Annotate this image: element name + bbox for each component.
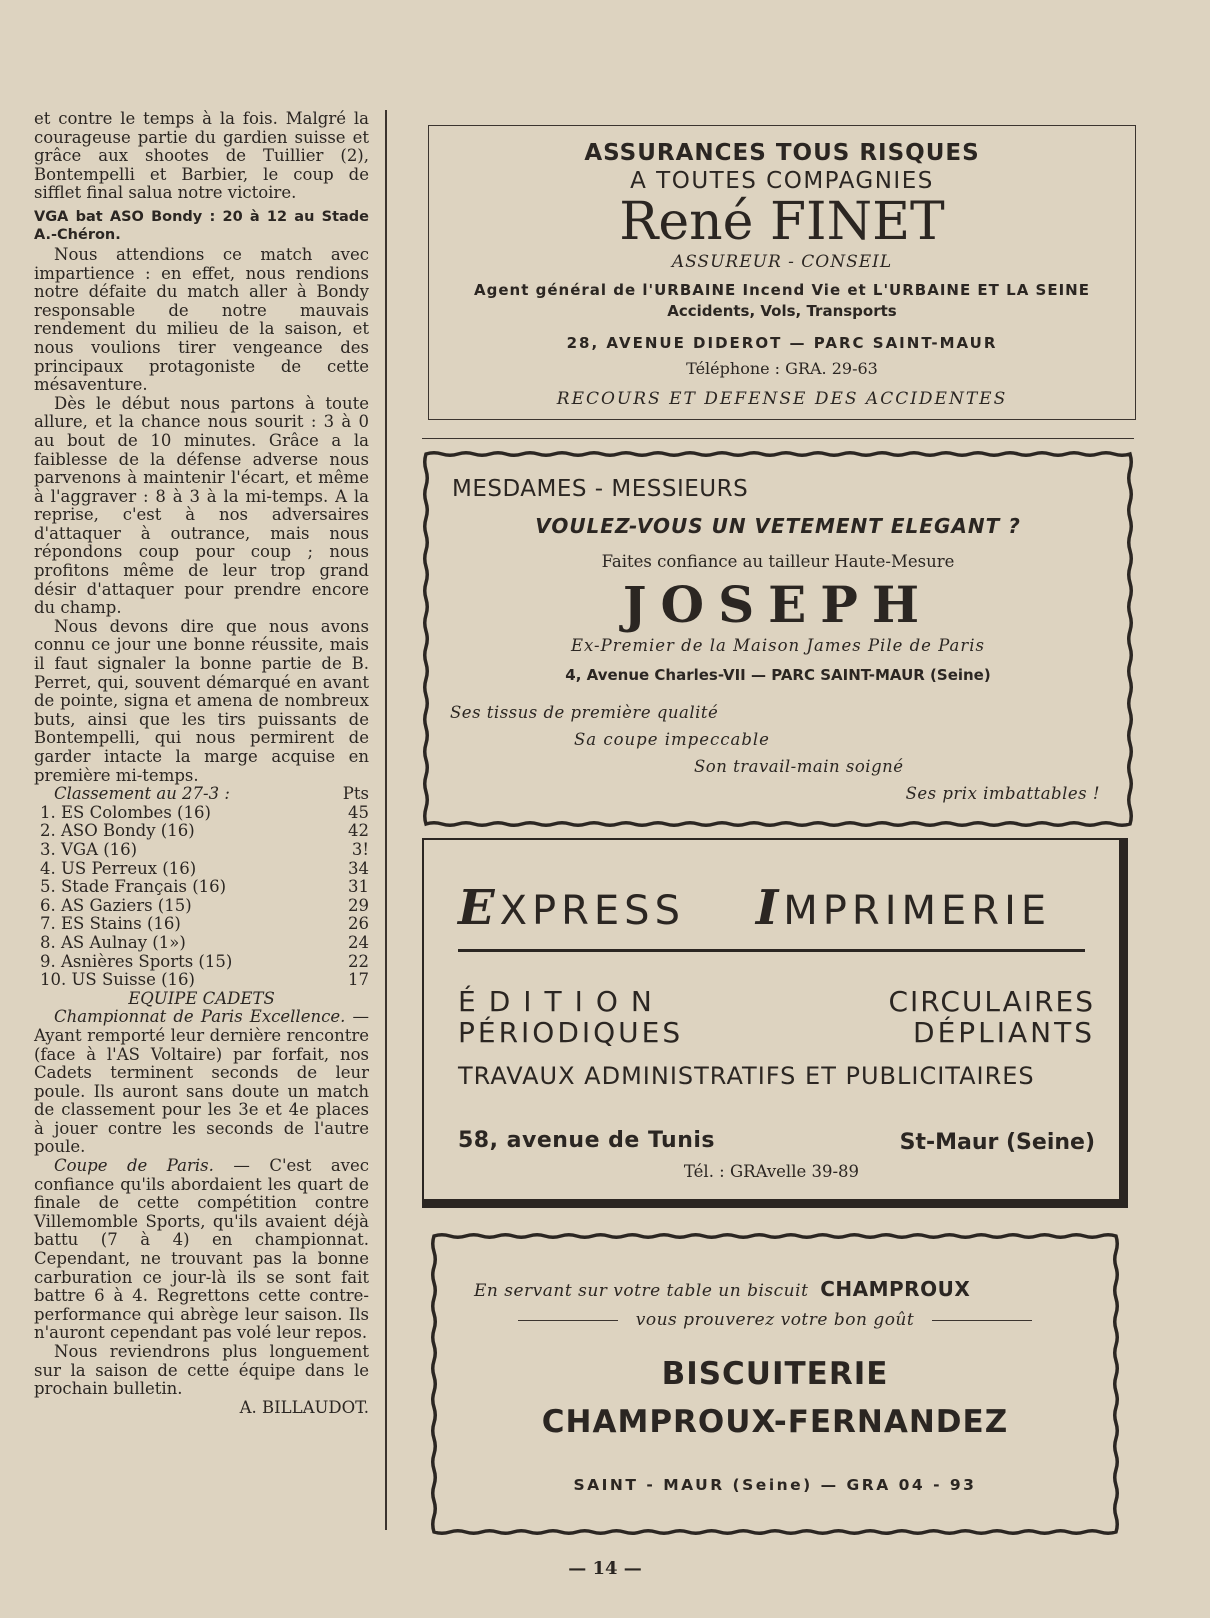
standings-pts-label: Pts — [342, 784, 369, 804]
services-line: TRAVAUX ADMINISTRATIFS ET PUBLICITAIRES — [458, 1062, 1035, 1090]
standings-row — [34, 934, 369, 953]
team-points: 29 — [348, 895, 369, 915]
article-paragraph: — Ayant remporté leur dernière rencontre (face à l'AS Voltaire) par forfait, nos Cadets terminent seconds de leur poule. Ils auront sans doute un match de classement pour les 3e et 4e places à jouer contre les seconds de l'autre poule. — [34, 1007, 369, 1157]
team-name: 2. ASO Bondy (16) — [40, 821, 195, 841]
team-points: 42 — [348, 821, 369, 841]
section-lead: Coupe de Paris. — [54, 1156, 214, 1176]
title-initial: E — [458, 880, 500, 936]
article-paragraph: Dès le début nous partons à toute allure, et la chance nous sourit : 3 à 0 au bout de 10 minutes. Grâce a la faiblesse de la défense adverse nous parvenons à maintenir l'écart, et même à l'aggraver : 8 à 3 à la mi-temps. A la reprise, c'est à nos adversaires d'attaquer à outrance, mais nous répondons coup pour coup ; nous profitons même de leur trop grand désir d'attaquer pour prendre encore du champ. — [34, 393, 369, 618]
standings-row — [34, 804, 369, 823]
team-name: 4. US Perreux (16) — [40, 858, 197, 878]
ad-name: JOSEPH — [622, 575, 934, 634]
ad-express-imprimerie — [422, 838, 1128, 1208]
ad-headline: ASSURANCES TOUS RISQUES — [584, 140, 980, 166]
ad-address: 58, avenue de Tunis — [458, 1128, 716, 1153]
team-points: 17 — [348, 970, 369, 990]
team-name: 6. AS Gaziers (15) — [40, 895, 192, 915]
team-name: 9. Asnières Sports (15) — [40, 951, 233, 971]
column-divider — [385, 110, 387, 1530]
ad-subheadline: A TOUTES COMPAGNIES — [630, 168, 934, 194]
standings-row — [34, 822, 369, 841]
page-number: — 14 — — [568, 1558, 642, 1579]
ad-slogan: Son travail-main soigné — [694, 757, 904, 776]
ad-footer: RECOURS ET DEFENSE DES ACCIDENTES — [556, 389, 1008, 409]
standings-row — [34, 860, 369, 879]
ad-question: VOULEZ-VOUS UN VETEMENT ELEGANT ? — [535, 514, 1021, 538]
standings-row — [34, 841, 369, 860]
team-name: 8. AS Aulnay (1») — [40, 932, 186, 952]
ad-city: St-Maur (Seine) — [899, 1130, 1095, 1155]
ad-footer: SAINT - MAUR (Seine) — GRA 04 - 93 — [573, 1476, 977, 1494]
separator-line — [422, 438, 1134, 439]
article-paragraph: Nous devons dire que nous avons connu ce jour une bonne réussite, mais il faut signaler la bonne partie de B. Perret, qui, souvent démarqué en avant de pointe, signa et amena de nombreux buts, ainsi que les tirs puissants de Bontempelli, qui nous permirent de garder intacte la marge acquise en première mi-temps. — [34, 616, 369, 785]
team-points: 34 — [348, 858, 369, 878]
team-points: 45 — [348, 802, 369, 822]
ad-tagline-2 — [430, 1310, 1120, 1330]
ad-tagline — [474, 1277, 970, 1301]
service-item: CIRCULAIRES — [888, 985, 1095, 1018]
standings-row — [34, 953, 369, 972]
standings-row — [34, 897, 369, 916]
ad-greeting: MESDAMES - MESSIEURS — [452, 476, 749, 502]
ad-address: 28, AVENUE DIDEROT — PARC SAINT-MAUR — [566, 334, 998, 352]
ad-address: 4, Avenue Charles-VII — PARC SAINT-MAUR (Seine) — [565, 666, 991, 684]
standings-row — [34, 915, 369, 934]
team-name: 1. ES Colombes (16) — [40, 802, 211, 822]
service-item: DÉPLIANTS — [913, 1016, 1095, 1049]
dash-rule — [518, 1320, 618, 1321]
ad-name: BISCUITERIE — [661, 1356, 889, 1392]
team-points: 24 — [348, 932, 369, 952]
ad-intro: Faites confiance au tailleur Haute-Mesure — [601, 552, 955, 571]
ad-slogan: Ses tissus de première qualité — [450, 703, 719, 722]
ad-name: René FINET — [619, 192, 945, 252]
title-rule — [458, 949, 1085, 952]
team-points: 26 — [348, 914, 369, 934]
article-paragraph: — C'est avec confiance qu'ils abordaient les quart de finale de cette compétition contre Villemomble Sports, qu'ils avaient déjà battu (7 à 4) en championnat. Cependant, ne trouvant pas la bonne carburation ce jour-là ils se sont fait battre 6 à 4. Regrettons cette contre-performance qui abrège leur saison. Ils n'auront cependant pas volé leur repos. — [34, 1156, 369, 1343]
ad-slogan: Ses prix imbattables ! — [905, 784, 1100, 803]
team-points: 31 — [348, 877, 369, 897]
ad-agent: Agent général de l'URBAINE Incend Vie et L'URBAINE ET LA SEINE — [474, 281, 1090, 299]
ad-phone: Téléphone : GRA. 29-63 — [686, 359, 878, 378]
team-points: 3! — [351, 839, 369, 859]
standings-table — [34, 785, 369, 990]
team-name: 10. US Suisse (16) — [40, 970, 195, 990]
ad-name: CHAMPROUX-FERNANDEZ — [541, 1404, 1009, 1440]
match-heading: VGA bat ASO Bondy : 20 à 12 au Stade A.-Chéron. — [34, 208, 369, 243]
standings-header — [34, 785, 369, 804]
ad-joseph — [422, 450, 1134, 828]
title-word: MPRIMERIE — [783, 888, 1052, 934]
article-paragraph: Nous attendions ce match avec impartience : en effet, nous rendions notre défaite du match aller à Bondy responsable de notre mauvais rendement du milieu de la saison, et nous voulions tirer vengeance des principaux protagoniste de cette mésaventure. — [34, 244, 369, 395]
ad-subtitle: Ex-Premier de la Maison James Pile de Paris — [570, 636, 986, 655]
article-column — [34, 110, 369, 1417]
standings-row — [34, 878, 369, 897]
ad-agent-detail: Accidents, Vols, Transports — [667, 302, 897, 320]
article-paragraph: et contre le temps à la fois. Malgré la courageuse partie du gardien suisse et grâce aux shootes de Tuillier (2), Bontempelli et Barbier, le coup de sifflet final salua notre victoire. — [34, 109, 369, 203]
team-name: 5. Stade Français (16) — [40, 877, 227, 897]
ad-phone: Tél. : GRAvelle 39-89 — [683, 1162, 860, 1181]
brand-name: CHAMPROUX — [820, 1277, 971, 1301]
ad-finet — [428, 125, 1136, 420]
title-word: XPRESS — [499, 888, 685, 934]
tagline-text: En servant sur votre table un biscuit — [474, 1281, 809, 1301]
standings-title: Classement au 27-3 : — [54, 784, 230, 804]
dash-rule — [932, 1320, 1032, 1321]
cadets-title: EQUIPE CADETS — [128, 988, 275, 1008]
author-signature: A. BILLAUDOT. — [239, 1397, 369, 1417]
title-initial: I — [755, 880, 784, 936]
article-paragraph: Nous reviendrons plus longuement sur la saison de cette équipe dans le prochain bulletin. — [34, 1342, 369, 1399]
section-lead: Championnat de Paris Excellence. — [54, 1007, 346, 1027]
tagline-text: vous prouverez votre bon goût — [635, 1310, 915, 1330]
service-item: PÉRIODIQUES — [458, 1016, 684, 1049]
ad-role: ASSUREUR - CONSEIL — [671, 252, 893, 272]
service-item: ÉDITION — [458, 985, 665, 1018]
ad-champroux — [430, 1232, 1120, 1536]
team-name: 3. VGA (16) — [40, 839, 138, 859]
standings-row — [34, 971, 369, 990]
team-points: 22 — [348, 951, 369, 971]
team-name: 7. ES Stains (16) — [40, 914, 181, 934]
ad-title — [458, 880, 1051, 936]
ad-slogan: Sa coupe impeccable — [574, 730, 770, 749]
